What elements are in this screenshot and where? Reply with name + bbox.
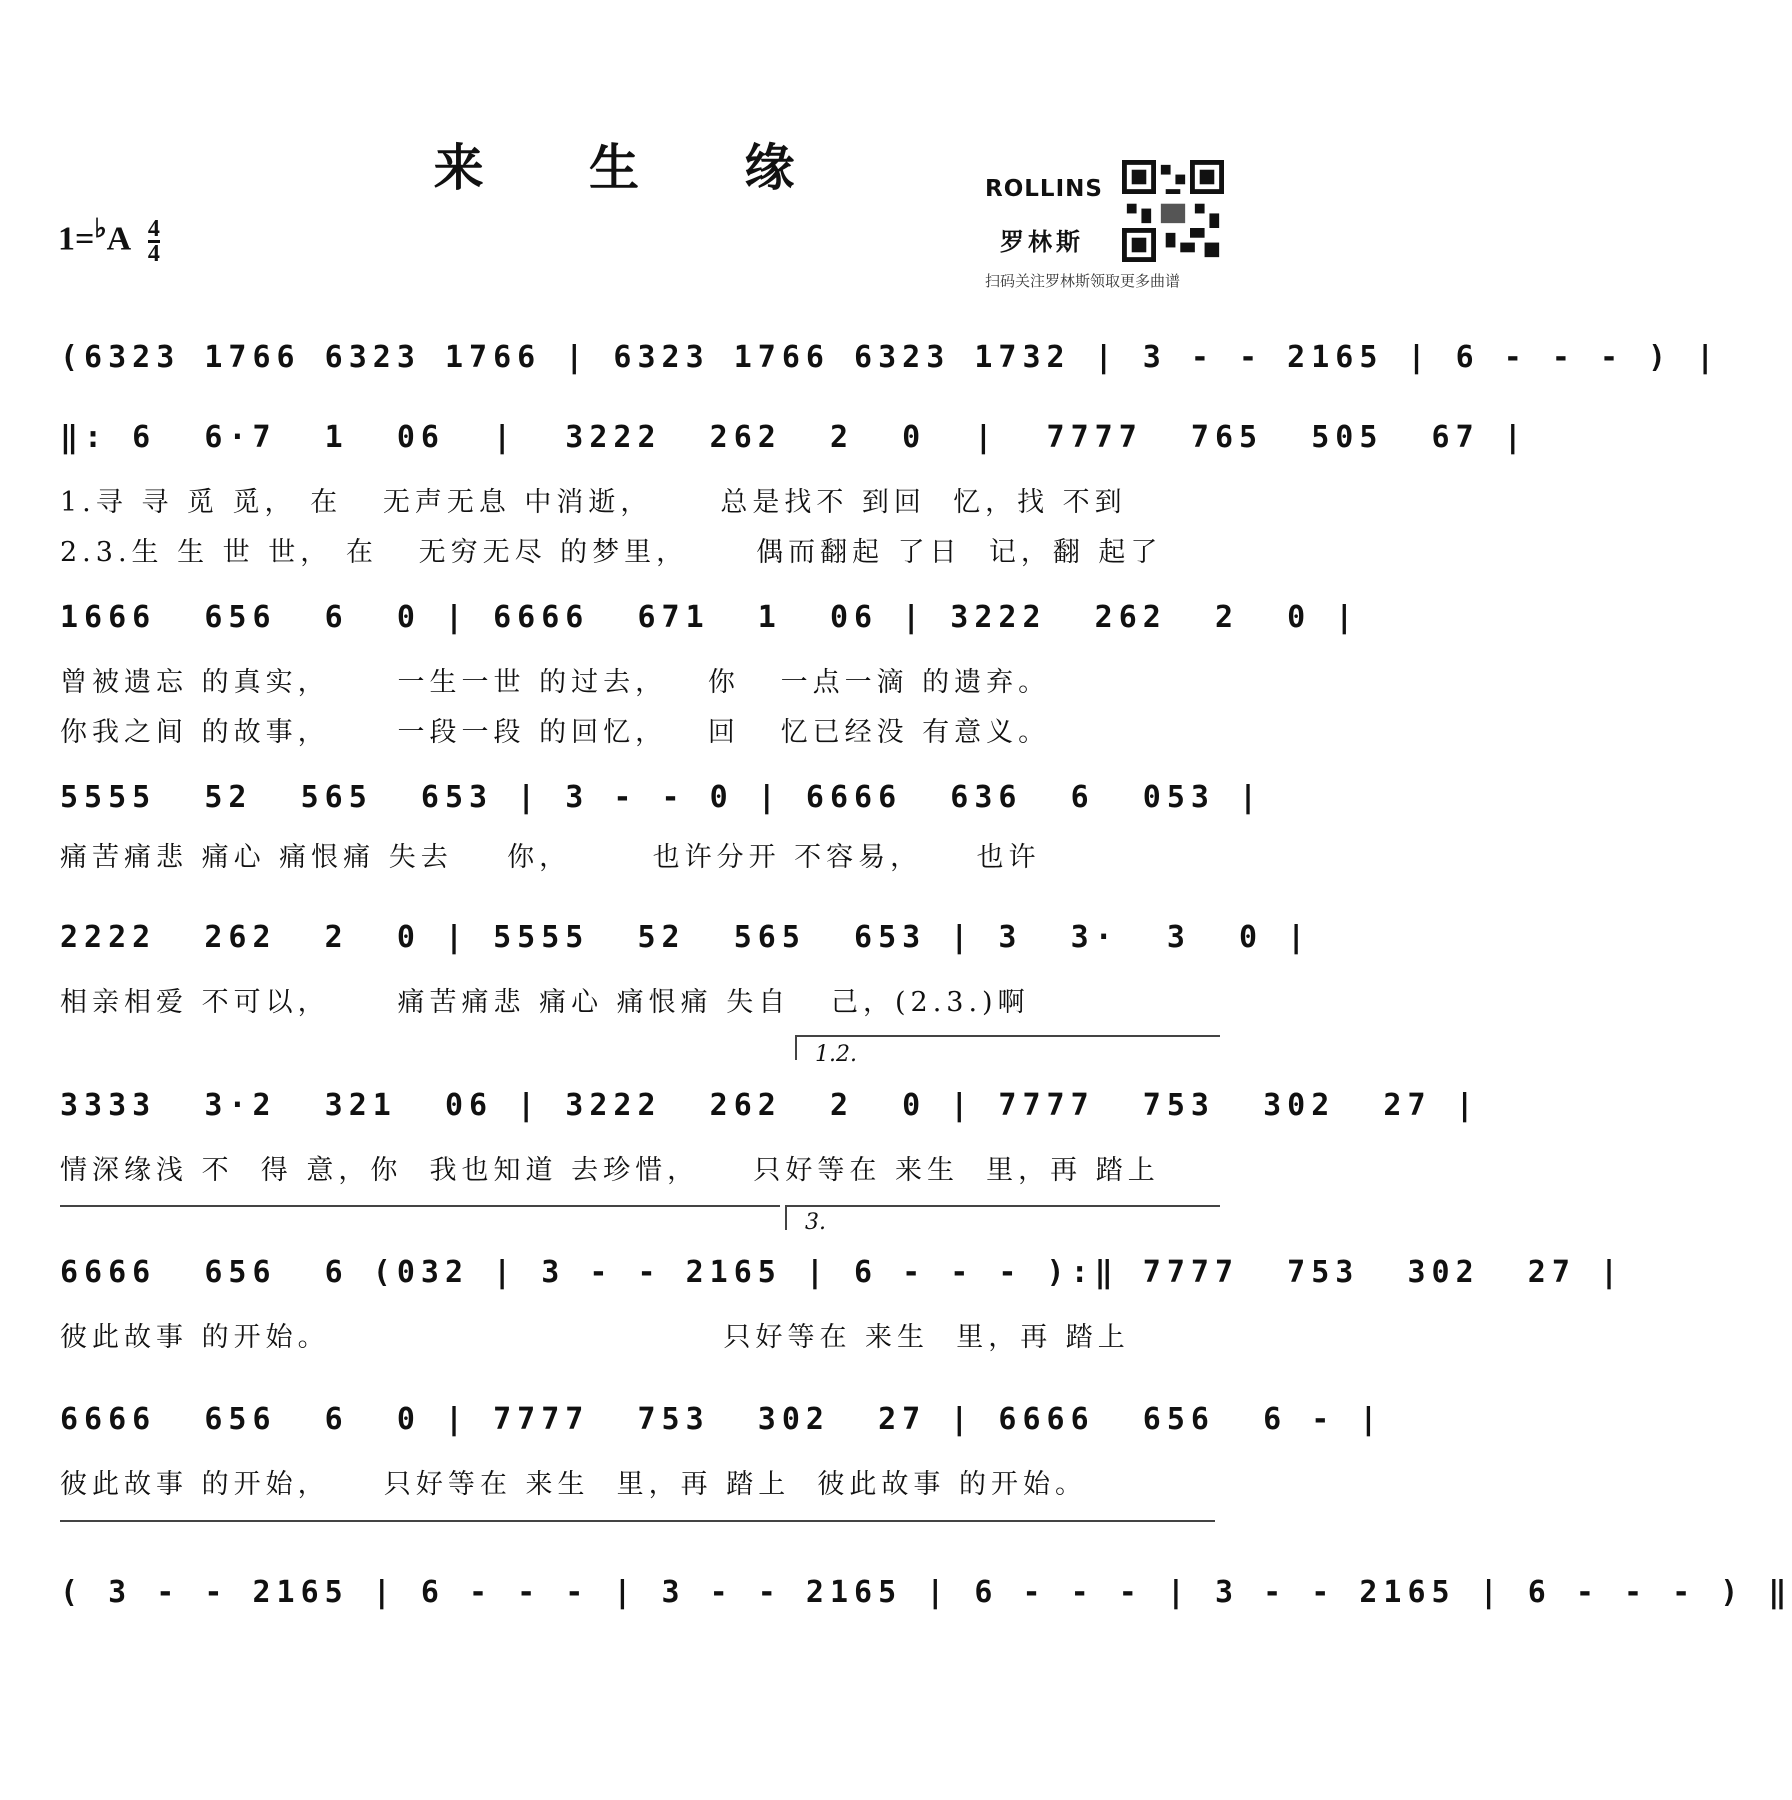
song-title: 来 生 缘 [433, 138, 839, 197]
qr-caption: 扫码关注罗林斯领取更多曲谱 [985, 272, 1181, 290]
lyrics-verse-1: 曾被遗忘 的真实， 一生一世 的过去， 你 一点一滴 的遗弃。 [60, 667, 1051, 698]
notation-line: 2222 262 2 0 | 5555 52 565 653 | 3 3· 3 0 | [60, 920, 1312, 955]
lyrics-verse-2: 2.3.生 生 世 世， 在 无穷无尽 的梦里， 偶而翻起 了日 记，翻 起了 [60, 537, 1163, 568]
time-bottom: 4 [147, 241, 160, 268]
key-signature [58, 214, 160, 268]
brand-name-cn: 罗林斯 [1000, 227, 1084, 256]
notation-line: 3333 3·2 321 06 | 3222 262 2 0 | 7777 753 302 27 | [60, 1088, 1480, 1123]
volta-label: 1.2. [815, 1042, 857, 1067]
section-rule [60, 1520, 1215, 1522]
notation-line: 6666 656 6 0 | 7777 753 302 27 | 6666 656 6 - | [60, 1402, 1384, 1437]
volta-bracket-edge [795, 1035, 797, 1060]
brand-logo: ROLLINS [985, 176, 1103, 202]
notation-line: ‖: 6 6·7 1 06 | 3222 262 2 0 | 7777 765 505 67 | [60, 420, 1528, 455]
volta-bracket [795, 1035, 1220, 1037]
lyrics-line: 彼此故事 的开始。 只好等在 来生 里，再 踏上 [60, 1322, 1130, 1353]
lyrics-line: 痛苦痛悲 痛心 痛恨痛 失去 你， 也许分开 不容易， 也许 [60, 842, 1041, 873]
lyrics-verse-2: 你我之间 的故事， 一段一段 的回忆， 回 忆已经没 有意义。 [60, 717, 1051, 748]
notation-line: ( 3 - - 2165 | 6 - - - | 3 - - 2165 | 6 - - - | 3 - - 2165 | 6 - - - ) ‖ [60, 1575, 1792, 1610]
flat-symbol: ♭ [94, 214, 107, 243]
lyrics-line: 彼此故事 的开始， 只好等在 来生 里，再 踏上 彼此故事 的开始。 [60, 1469, 1087, 1500]
notation-line: 5555 52 565 653 | 3 - - 0 | 6666 636 6 053 | [60, 780, 1264, 815]
notation-line: (6323 1766 6323 1766 | 6323 1766 6323 1732 | 3 - - 2165 | 6 - - - ) | [60, 340, 1721, 375]
qr-code-icon [1122, 160, 1224, 262]
volta-bracket-edge [785, 1205, 787, 1230]
notation-line: 6666 656 6 (032 | 3 - - 2165 | 6 - - - ):‖ 7777 753 302 27 | [60, 1255, 1624, 1290]
time-top: 4 [147, 216, 160, 243]
key-prefix: 1= [58, 220, 95, 258]
time-signature [147, 216, 160, 268]
lyrics-line: 情深缘浅 不 得 意，你 我也知道 去珍惜， 只好等在 来生 里，再 踏上 [60, 1155, 1160, 1186]
lyrics-verse-1: 1.寻 寻 觅 觅， 在 无声无息 中消逝， 总是找不 到回 忆，找 不到 [60, 487, 1127, 518]
notation-line: 1666 656 6 0 | 6666 671 1 06 | 3222 262 2 0 | [60, 600, 1360, 635]
volta-label: 3. [805, 1210, 826, 1235]
volta-bracket [60, 1205, 780, 1207]
volta-bracket [785, 1205, 1220, 1207]
lyrics-line: 相亲相爱 不可以， 痛苦痛悲 痛心 痛恨痛 失自 己，(2.3.)啊 [60, 987, 1030, 1018]
key-note: A [106, 220, 130, 258]
